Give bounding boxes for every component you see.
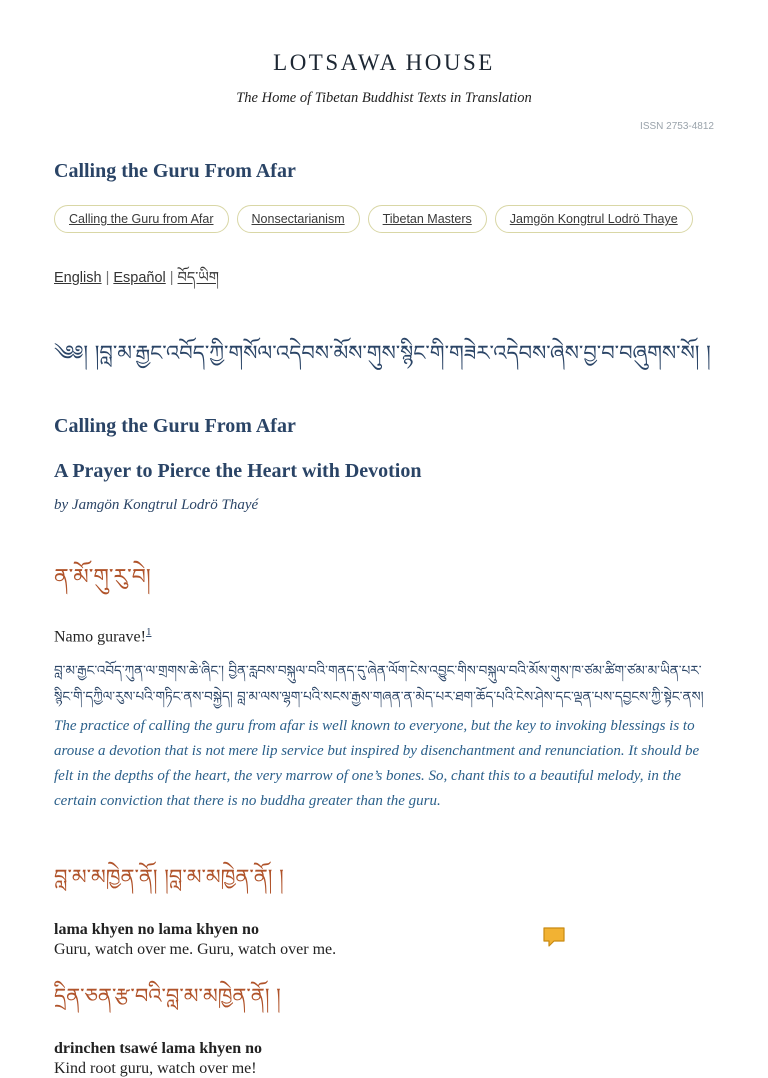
language-link-espanol[interactable]: Español (113, 270, 166, 286)
verse-translation: Kind root guru, watch over me! (54, 1060, 257, 1078)
tag-jamgon-kongtrul[interactable]: Jamgön Kongtrul Lodrö Thaye (495, 205, 693, 233)
tag-list (54, 205, 714, 233)
tag-calling-the-guru[interactable]: Calling the Guru from Afar (54, 205, 229, 233)
namo-tibetan: ན་མོ་གུ་རུ་བེ། (54, 565, 151, 590)
language-link-english[interactable]: English (54, 270, 102, 286)
comment-icon-svg (542, 926, 566, 948)
footnote-link[interactable]: 1 (145, 626, 152, 638)
language-separator: | (169, 270, 174, 286)
verse-tibetan: བླ་མ་མཁྱེན་ནོ། །བླ་མ་མཁྱེན་ནོ། ། (54, 865, 284, 890)
verse-transliteration: drinchen tsawé lama khyen no (54, 1040, 263, 1058)
tibetan-intro: བླ་མ་རྒྱང་འབོད་ཀུན་ལ་གྲགས་ཆེ་ཞིང་། བྱིན་རླབས་བསྐུལ་བའི་གནད་དུ་ཞེན་ལོག་ངེས་འབྱུང་གིས་བསྐུལ་བའི་མོས་གུས་ཁ་ཙམ་ཚིག་ཙམ་མ་ཡིན་པར་སྙིང་གི་དཀྱིལ་རུས་པའི་གཏིང་ནས་བསྐྱེད། བླ་མ་ལས་ལྷག་པའི་སངས་རྒྱས་གཞན་ན་མེད་པར་ཐག་ཆོད་པའི་ངེས་ཤེས་དང་ལྡན་པས་དབྱངས་ཀྱི་སྟེང་ནས། (54, 663, 704, 706)
text-title: Calling the Guru From Afar (54, 415, 296, 437)
language-separator: | (105, 270, 110, 286)
site-tagline: The Home of Tibetan Buddhist Texts in Translation (236, 90, 532, 106)
tag-tibetan-masters[interactable]: Tibetan Masters (368, 205, 487, 233)
language-link-tibetan[interactable]: བོད་ཡིག (177, 270, 219, 286)
page-heading: Calling the Guru From Afar (54, 160, 296, 182)
verse-tibetan: དྲིན་ཅན་རྩ་བའི་བླ་མ་མཁྱེན་ནོ། ། (54, 984, 281, 1009)
intro-paragraph: The practice of calling the guru from afar is well known to everyone, but the key to invoking blessings is to arouse a devotion that is not mere lip service but inspired by disenchantment and renunciation. It should be felt in the depths of the heart, the very marrow of one’s bones. So, chant this to a beautiful melody, in the certain conviction that there is no buddha greater than the guru. (54, 718, 700, 810)
site-header (54, 0, 714, 107)
verse-translation: Guru, watch over me. Guru, watch over me. (54, 941, 337, 959)
namo-line (54, 626, 714, 646)
tibetan-title: ༄༅། །བླ་མ་རྒྱང་འབོད་ཀྱི་གསོལ་འདེབས་མོས་གུས་སྙིང་གི་གཟེར་འདེབས་ཞེས་བྱ་བ་བཞུགས་སོ། ། (54, 341, 711, 365)
text-subtitle: A Prayer to Pierce the Heart with Devotion (54, 460, 422, 482)
language-switcher (54, 261, 714, 302)
site-title-link[interactable]: LOTSAWA HOUSE (273, 50, 495, 75)
namo-text: Namo gurave! (54, 628, 146, 646)
tag-nonsectarianism[interactable]: Nonsectarianism (237, 205, 360, 233)
verse-transliteration: lama khyen no lama khyen no (54, 921, 259, 939)
issn-label: ISSN 2753-4812 (640, 121, 714, 132)
author-line: by Jamgön Kongtrul Lodrö Thayé (54, 497, 259, 513)
comment-icon[interactable] (542, 926, 566, 948)
